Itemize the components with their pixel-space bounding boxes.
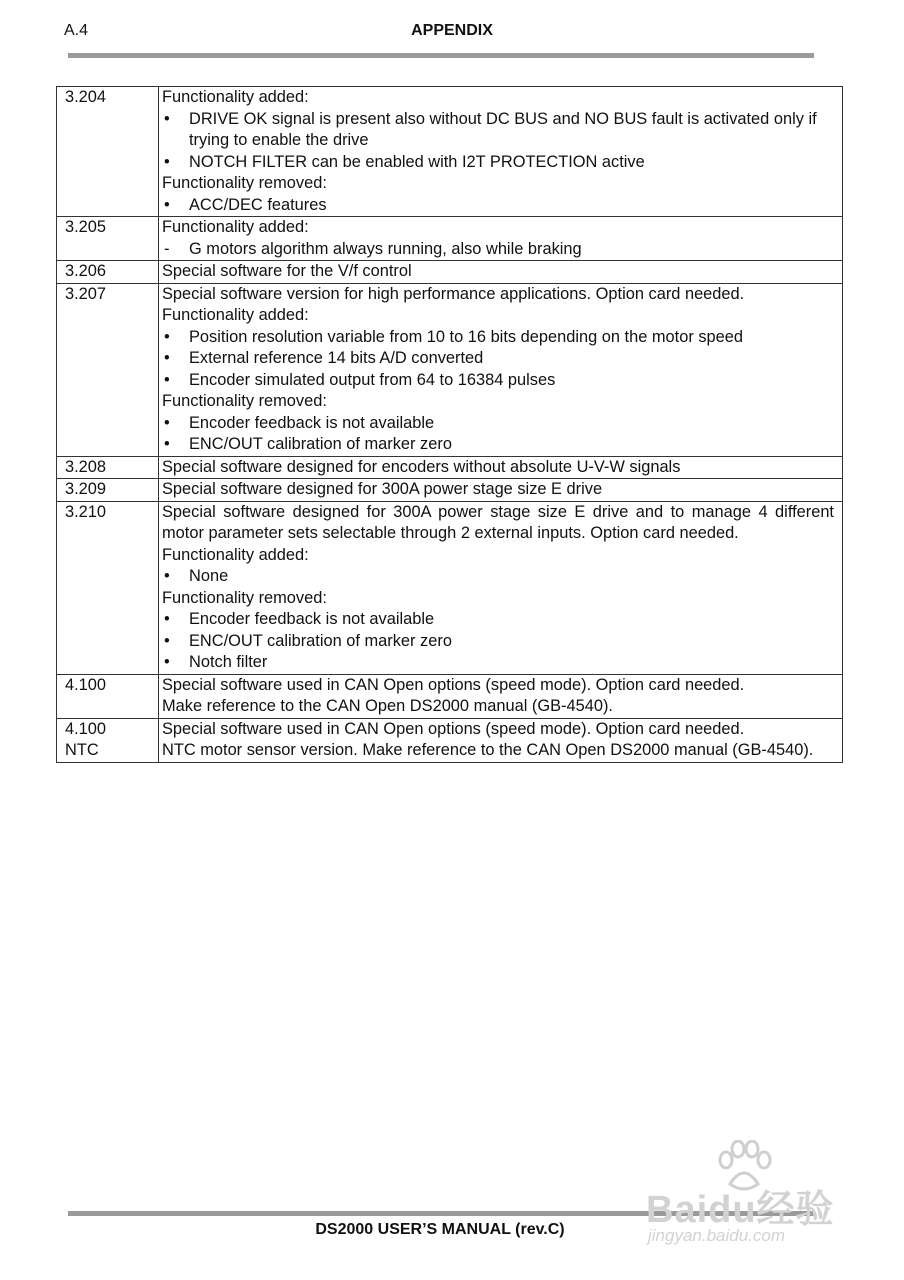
watermark-url: jingyan.baidu.com (648, 1226, 786, 1245)
description-text: Functionality removed: (162, 174, 327, 192)
description-text: Special software designed for 300A power stage size E drive (162, 480, 603, 498)
version-cell (57, 456, 159, 479)
table-row (57, 718, 843, 762)
description-text: NTC motor sensor version. Make reference to the CAN Open DS2000 manual (GB-4540). (162, 741, 814, 759)
description-cell (159, 283, 843, 456)
version-number: 3.209 (65, 480, 107, 498)
description-cell (159, 674, 843, 718)
description-text: Functionality added: (162, 218, 309, 236)
version-cell (57, 217, 159, 261)
bullet-item (162, 370, 834, 392)
table-row (57, 501, 843, 674)
version-number: 4.100 (65, 719, 107, 738)
bullet-item (162, 327, 834, 349)
description-cell (159, 261, 843, 284)
bullet-icon: • (164, 567, 170, 585)
bullet-icon: • (164, 195, 170, 214)
item-text: NOTCH FILTER can be enabled with I2T PROTECTION active (189, 152, 645, 171)
bullet-item (162, 195, 834, 217)
description-cell (159, 217, 843, 261)
bullet-item (162, 609, 834, 631)
bullet-icon: • (164, 327, 170, 346)
version-cell (57, 718, 159, 762)
version-number: NTC (65, 741, 99, 759)
version-number: 3.207 (65, 284, 107, 303)
version-cell (57, 479, 159, 502)
version-cell (57, 674, 159, 718)
item-text: ACC/DEC features (189, 195, 327, 214)
bullet-item (162, 413, 834, 435)
version-number: 4.100 (65, 675, 107, 694)
bullet-icon: • (164, 152, 170, 171)
footer-title: DS2000 USER’S MANUAL (rev.C) (315, 1221, 565, 1238)
bullet-item (162, 434, 834, 456)
description-cell (159, 718, 843, 762)
description-text: Functionality added: (162, 545, 309, 564)
bullet-icon: • (164, 413, 170, 432)
bullet-item (162, 152, 834, 174)
table-row (57, 87, 843, 217)
version-cell (57, 261, 159, 284)
table-row (57, 283, 843, 456)
description-text: Special software designed for 300A power stage size E drive and to manage 4 different motor parameter sets selectable through 2 external inputs. Option card needed. (162, 502, 834, 542)
revision-table (56, 86, 843, 763)
dash-icon: - (164, 239, 170, 258)
description-cell (159, 456, 843, 479)
description-text: Special software version for high performance applications. Option card needed. (162, 284, 745, 303)
bullet-icon: • (164, 370, 170, 389)
bullet-icon: • (164, 109, 170, 128)
bullet-icon: • (164, 349, 170, 367)
version-number: 3.205 (65, 218, 107, 236)
table-row (57, 261, 843, 284)
bullet-item (162, 109, 834, 152)
description-cell (159, 501, 843, 674)
description-text: Functionality removed: (162, 392, 327, 410)
description-text: Functionality removed: (162, 588, 327, 607)
item-text: ENC/OUT calibration of marker zero (189, 631, 452, 650)
header-divider (68, 53, 814, 58)
version-cell (57, 283, 159, 456)
page-title: APPENDIX (411, 22, 493, 39)
table-row (57, 479, 843, 502)
dash-item (162, 239, 834, 261)
description-cell (159, 87, 843, 217)
item-text: External reference 14 bits A/D converted (189, 349, 484, 367)
bullet-icon: • (164, 610, 170, 628)
version-number: 3.206 (65, 262, 107, 280)
bullet-icon: • (164, 435, 170, 453)
item-text: G motors algorithm always running, also while braking (189, 239, 582, 258)
version-cell (57, 501, 159, 674)
table-row (57, 456, 843, 479)
description-text: Special software used in CAN Open options (speed mode). Option card needed. (162, 719, 745, 738)
bullet-icon: • (164, 653, 170, 671)
description-cell (159, 479, 843, 502)
version-number: 3.210 (65, 502, 107, 521)
page-number: A.4 (64, 22, 89, 39)
baidu-watermark (640, 1140, 850, 1260)
item-text: ENC/OUT calibration of marker zero (189, 435, 452, 453)
description-text: Special software used in CAN Open options (speed mode). Option card needed. (162, 675, 745, 694)
item-text: Encoder simulated output from 64 to 16384 pulses (189, 370, 556, 389)
item-text: DRIVE OK signal is present also without DC BUS and NO BUS fault is activated only if trying to enable the drive (189, 109, 817, 149)
item-text: Encoder feedback is not available (189, 413, 435, 432)
description-text: Special software for the V/f control (162, 262, 412, 280)
watermark-brand: Baidu经验 (646, 1189, 835, 1231)
version-number: 3.208 (65, 457, 107, 476)
description-text: Functionality added: (162, 88, 309, 106)
description-text: Special software designed for encoders without absolute U-V-W signals (162, 457, 681, 476)
bullet-item (162, 348, 834, 370)
item-text: Encoder feedback is not available (189, 610, 435, 628)
table-row (57, 217, 843, 261)
description-text: Functionality added: (162, 306, 309, 324)
bullet-icon: • (164, 631, 170, 650)
table-row (57, 674, 843, 718)
bullet-item (162, 631, 834, 653)
description-text: Make reference to the CAN Open DS2000 manual (GB-4540). (162, 697, 613, 715)
item-text: Position resolution variable from 10 to 16 bits depending on the motor speed (189, 327, 743, 346)
item-text: None (189, 567, 229, 585)
bullet-item (162, 652, 834, 674)
item-text: Notch filter (189, 653, 268, 671)
bullet-item (162, 566, 834, 588)
version-cell (57, 87, 159, 217)
version-number: 3.204 (65, 88, 107, 106)
